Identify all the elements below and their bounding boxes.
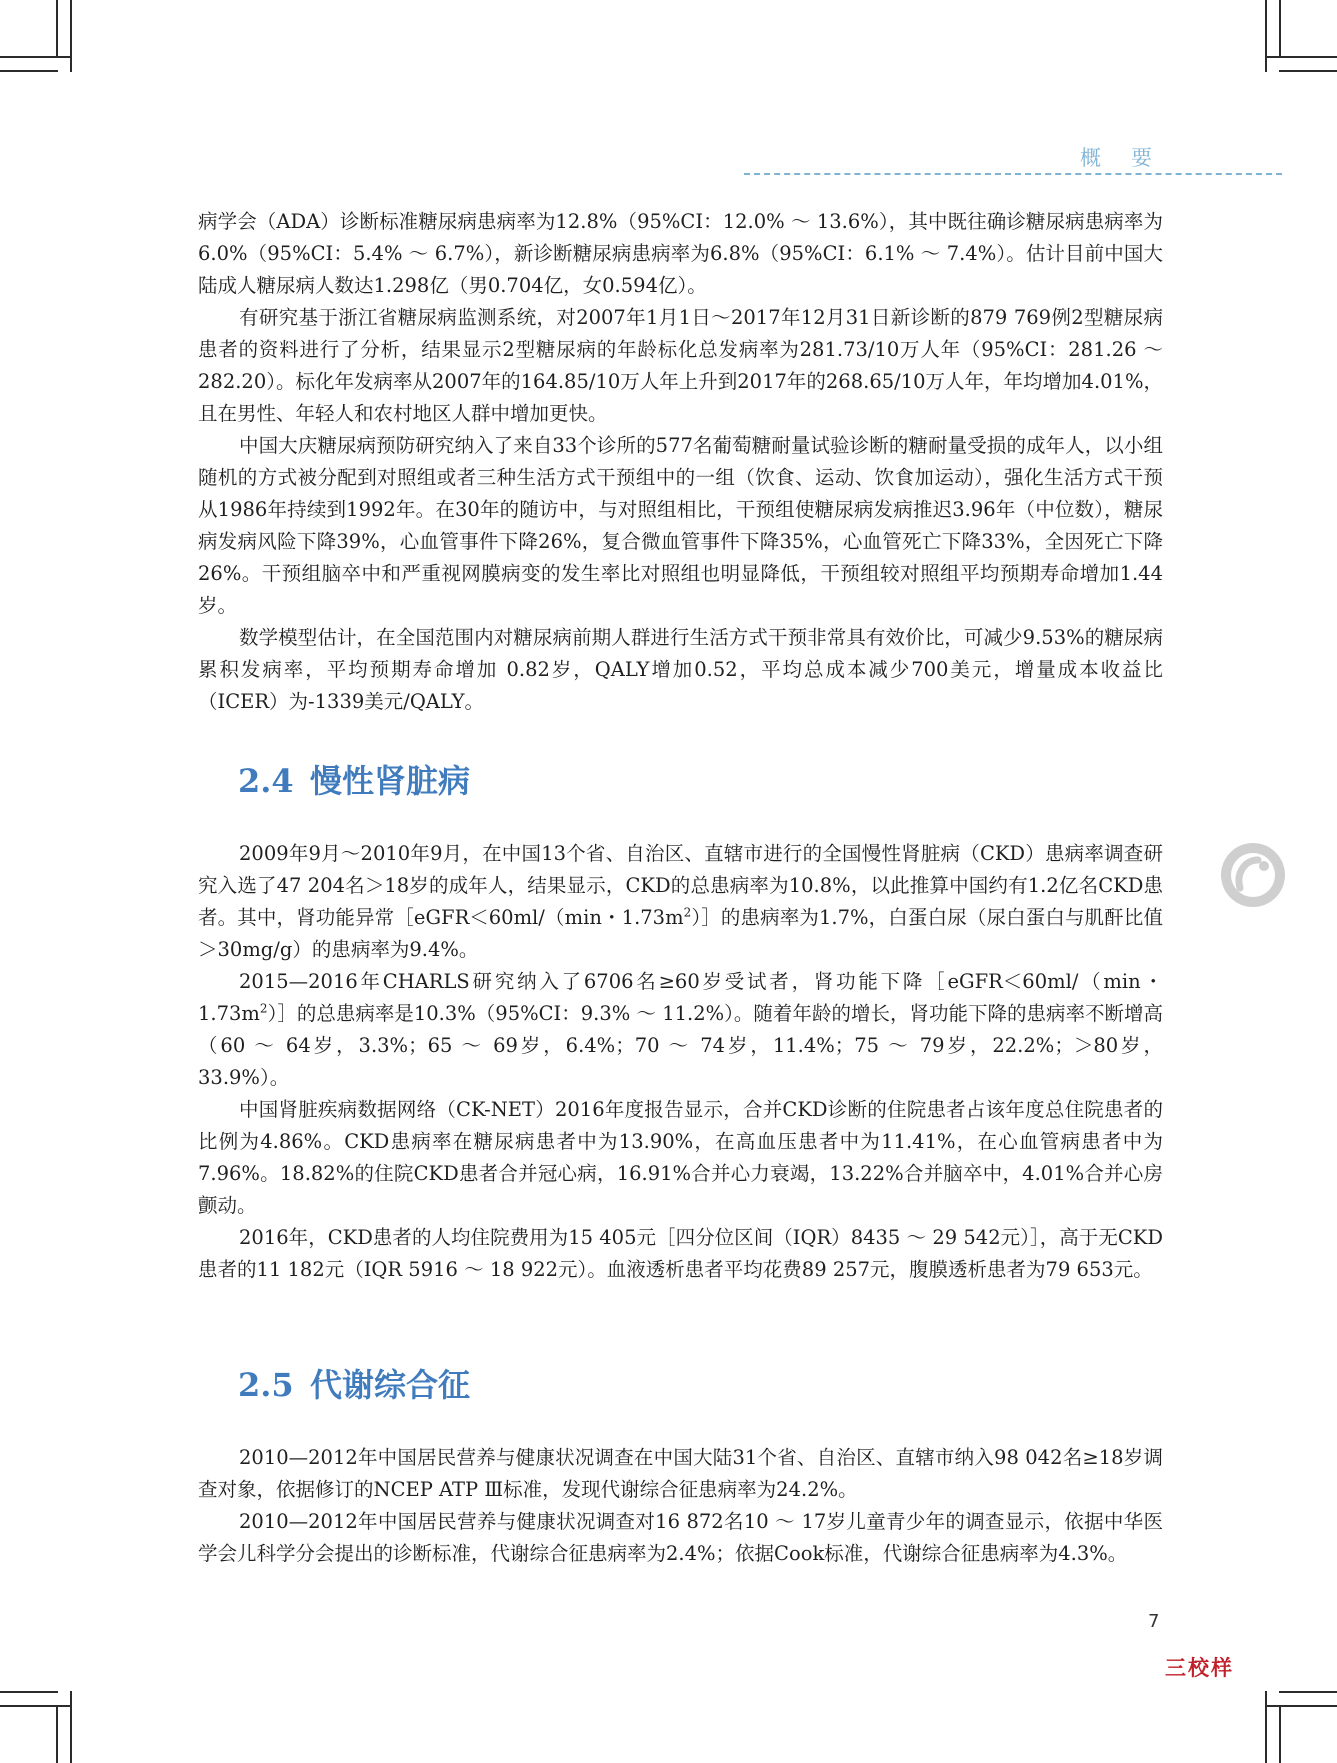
- crop-mark-top-left-h2: [0, 56, 72, 58]
- paragraph-model-estimate: 数学模型估计，在全国范围内对糖尿病前期人群进行生活方式干预非常具有效价比，可减少9.53%的糖尿病累积发病率，平均预期寿命增加 0.82岁，QALY增加0.52，平均总成本减少700美元，增量成本收益比（ICER）为-1339美元/QALY。: [198, 626, 1163, 713]
- top-body-text: [198, 206, 1163, 718]
- page-number: 7: [1148, 1611, 1160, 1632]
- crop-mark-top-left-v2: [56, 0, 58, 58]
- paragraph-zhejiang-study: 有研究基于浙江省糖尿病监测系统，对2007年1月1日～2017年12月31日新诊断的879 769例2型糖尿病患者的资料进行了分析，结果显示2型糖尿病的年龄标化总发病率为281.73/10万人年（95%CI：281.26 ～ 282.20）。标化年发病率从2007年的164.85/10万人年上升到2017年的268.65/10万人年，年均增加4.01%，且在男性、年轻人和农村地区人群中增加更快。: [198, 306, 1163, 425]
- section-number: 2.4: [238, 762, 294, 800]
- crop-mark-top-right-v2: [1279, 0, 1281, 58]
- paragraph-ck-net: 中国肾脏疾病数据网络（CK-NET）2016年度报告显示，合并CKD诊断的住院患者占该年度总住院患者的比例为4.86%。CKD患病率在糖尿病患者中为13.90%，在高血压患者中为11.41%，在心血管病患者中为7.96%。18.82%的住院CKD患者合并冠心病，16.91%合并心力衰竭，13.22%合并脑卒中，4.01%合并心房颤动。: [198, 1098, 1163, 1217]
- crop-mark-bottom-left-h2: [0, 1705, 72, 1707]
- crop-mark-bottom-left-v2: [56, 1705, 58, 1763]
- paragraph-charls: 2015—2016年CHARLS研究纳入了6706名≥60岁受试者，肾功能下降［eGFR＜60ml/（min・$1.73m^2)]$的总患病率是10.3%（95%CI：9.3% ～ 11.2%）。随着年龄的增长，肾功能下降的患病率不断增高（60 ～ 64岁，3.3%；65 ～ 69岁，6.4%；70 ～ 74岁，11.4%；75 ～ 79岁，22.2%；＞80岁，33.9%）。: [198, 970, 1163, 1089]
- crop-mark-top-left-v: [70, 0, 72, 72]
- crop-mark-bottom-right-v2: [1279, 1705, 1281, 1763]
- section-2-4-body: [198, 838, 1163, 1286]
- running-header-rule: [744, 173, 1282, 175]
- section-title: 代谢综合征: [310, 1366, 471, 1404]
- section-2-5-body: [198, 1442, 1163, 1570]
- running-header-title: 概要: [1080, 146, 1182, 170]
- crop-mark-bottom-right-v: [1265, 1691, 1267, 1763]
- crop-mark-top-right-v: [1265, 0, 1267, 72]
- paragraph-daqing-study: 中国大庆糖尿病预防研究纳入了来自33个诊所的577名葡萄糖耐量试验诊断的糖耐量受损的成年人，以小组随机的方式被分配到对照组或者三种生活方式干预组中的一组（饮食、运动、饮食加运动），强化生活方式干预从1986年持续到1992年。在30年的随访中，与对照组相比，干预组使糖尿病发病推迟3.96年（中位数），糖尿病发病风险下降39%，心血管事件下降26%，复合微血管事件下降35%，心血管死亡下降33%，全因死亡下降26%。干预组脑卒中和严重视网膜病变的发生率比对照组也明显降低，干预组较对照组平均预期寿命增加1.44岁。: [198, 434, 1163, 617]
- crop-mark-top-right-h2: [1265, 56, 1337, 58]
- paragraph-diabetes-prevalence: 病学会（ADA）诊断标准糖尿病患病率为12.8%（95%CI：12.0% ～ 13.6%），其中既往确诊糖尿病患病率为6.0%（95%CI：5.4% ～ 6.7%），新诊断糖尿病患病率为6.8%（95%CI：6.1% ～ 7.4%）。估计目前中国大陆成人糖尿病人数达1.298亿（男0.704亿，女0.594亿）。: [198, 210, 1163, 297]
- section-heading-2-4: [238, 756, 470, 806]
- section-heading-2-5: [238, 1360, 470, 1410]
- proof-stamp: 三校样: [1165, 1655, 1234, 1680]
- chapter-logo-icon: [1218, 840, 1288, 910]
- crop-mark-bottom-left-h: [0, 1691, 58, 1693]
- section-title: 慢性肾脏病: [310, 762, 471, 800]
- section-number: 2.5: [238, 1366, 294, 1404]
- crop-mark-top-left-h: [0, 70, 58, 72]
- crop-mark-top-right-h: [1279, 70, 1337, 72]
- crop-mark-bottom-right-h: [1279, 1691, 1337, 1693]
- crop-mark-bottom-left-v: [70, 1691, 72, 1763]
- paragraph-ckd-survey: 2009年9月～2010年9月，在中国13个省、自治区、直辖市进行的全国慢性肾脏病（CKD）患病率调查研究入选了47 204名＞18岁的成年人，结果显示，CKD的总患病率为10.8%，以此推算中国约有1.2亿名CKD患者。其中，肾功能异常［eGFR＜60ml/（min・$1.73m^2)]$的患病率为1.7%，白蛋白尿（尿白蛋白与肌酐比值＞30mg/g）的患病率为9.4%。: [198, 842, 1163, 961]
- paragraph-metabolic-adults: 2010—2012年中国居民营养与健康状况调查在中国大陆31个省、自治区、直辖市纳入98 042名≥18岁调查对象，依据修订的NCEP ATP Ⅲ标准，发现代谢综合征患病率为24.2%。: [198, 1446, 1163, 1501]
- paragraph-metabolic-youth: 2010—2012年中国居民营养与健康状况调查对16 872名10 ～ 17岁儿童青少年的调查显示，依据中华医学会儿科学分会提出的诊断标准，代谢综合征患病率为2.4%；依据Cook标准，代谢综合征患病率为4.3%。: [198, 1510, 1163, 1565]
- crop-mark-bottom-right-h2: [1265, 1705, 1337, 1707]
- paragraph-ckd-cost: 2016年，CKD患者的人均住院费用为15 405元［四分位区间（IQR）8435 ～ 29 542元）］，高于无CKD患者的11 182元（IQR 5916 ～ 18 922元）。血液透析患者平均花费89 257元，腹膜透析患者为79 653元。: [198, 1226, 1163, 1281]
